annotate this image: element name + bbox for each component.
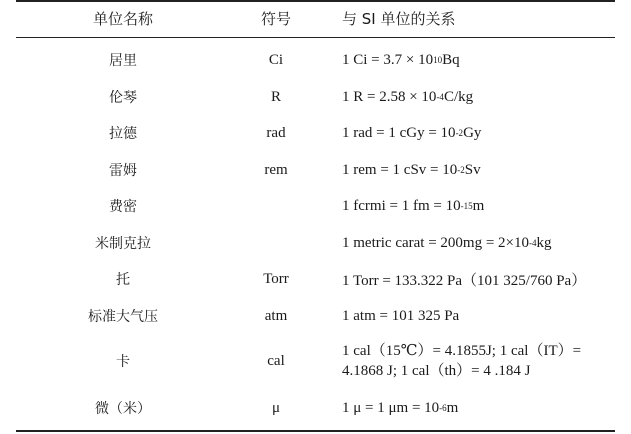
unit-name: 伦琴 (109, 90, 137, 106)
header-symbol: 符号 (260, 10, 291, 28)
unit-symbol: μ (271, 399, 281, 416)
unit-symbol: atm (264, 307, 288, 324)
table-row (16, 42, 615, 78)
unit-name: 雷姆 (109, 163, 137, 179)
table-row (16, 188, 615, 224)
unit-symbol: R (270, 88, 281, 105)
unit-name: 卡 (116, 354, 130, 370)
table-header-row (16, 0, 615, 37)
table-row (16, 225, 615, 261)
table-row (16, 79, 615, 115)
table-row (16, 115, 615, 151)
si-relation: 1 Ci = 3.7 × 10 10 Bq (342, 51, 460, 68)
unit-symbol: cal (267, 352, 285, 369)
unit-symbol: rad (266, 124, 286, 141)
table-bottom-rule (16, 430, 615, 432)
header-si-relation: 与 SI 单位的关系 (342, 10, 456, 28)
unit-symbol (224, 188, 328, 224)
unit-name: 拉德 (109, 126, 137, 142)
table-header-rule (16, 37, 615, 38)
si-relation: 1 fcrmi = 1 fm = 10 -15 m (342, 197, 485, 214)
si-relation: 1 atm = 101 325 Pa (342, 307, 460, 324)
si-relation: 1 Torr = 133.322 Pa（101 325/760 Pa） (342, 272, 587, 289)
unit-name: 托 (116, 272, 130, 288)
table-row (16, 335, 615, 387)
table-row (16, 152, 615, 188)
unit-name: 微（米） (95, 401, 151, 417)
si-relation: 1 metric carat = 200mg = 2×10 -4 kg (342, 234, 552, 251)
si-relation: 1 rad = 1 cGy = 10 -2 Gy (342, 124, 482, 141)
table-row (16, 298, 615, 334)
unit-symbol: Ci (268, 51, 284, 68)
unit-symbol (224, 225, 328, 261)
table-row (16, 390, 615, 426)
si-relation: 1 rem = 1 cSv = 10 -2 Sv (342, 161, 481, 178)
unit-name: 标准大气压 (88, 309, 158, 325)
unit-symbol: Torr (263, 270, 289, 287)
si-relation: 1 cal（15℃）= 4.1855J; 1 cal（IT）= 4.1868 J; 1 cal（th）= 4 .184 J (342, 343, 582, 379)
header-unit-name: 单位名称 (92, 10, 153, 28)
unit-name: 米制克拉 (95, 236, 151, 252)
si-relation: 1 μ = 1 μm = 10 -6 m (342, 399, 459, 416)
unit-name: 居里 (109, 53, 137, 69)
si-relation: 1 R = 2.58 × 10 -4 C/kg (342, 88, 474, 105)
unit-name: 费密 (109, 199, 137, 215)
unit-symbol: rem (264, 161, 288, 178)
table-row (16, 261, 615, 297)
